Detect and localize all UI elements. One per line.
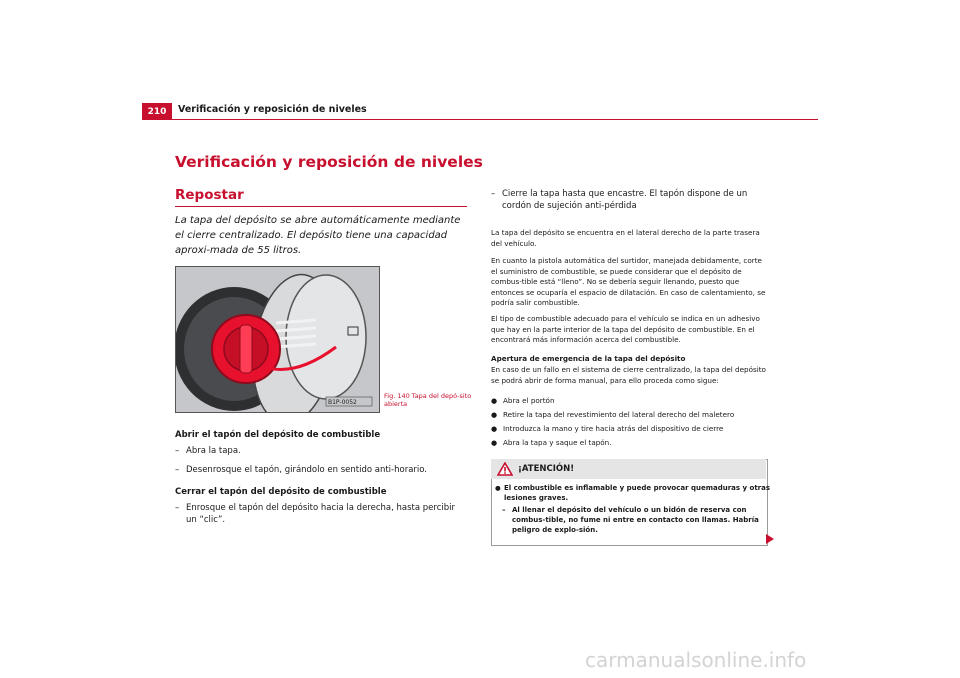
emergency-step-1 — [491, 396, 767, 406]
dash-glyph: – — [175, 446, 180, 456]
chapter-title: Verificación y reposición de niveles — [175, 153, 483, 171]
continue-arrow-icon — [766, 534, 774, 544]
emergency-step-4 — [491, 438, 767, 448]
warning-triangle-icon — [497, 462, 513, 476]
bullet-glyph: ● — [491, 411, 498, 419]
section-rule — [175, 206, 467, 207]
dash-glyph: – — [491, 189, 496, 199]
close-cap-heading: Cerrar el tapón del depósito de combustible — [175, 487, 387, 497]
close-step-2 — [491, 188, 767, 212]
open-step-2 — [175, 464, 467, 476]
open-step-1 — [175, 445, 467, 457]
bullet-glyph: ● — [495, 484, 501, 492]
open-cap-heading: Abrir el tapón del depósito de combustible — [175, 430, 381, 440]
warning-title: ¡ATENCIÓN! — [518, 464, 575, 474]
bullet-text: Abra la tapa y saque el tapón. — [503, 438, 612, 447]
bullet-text: Introduzca la mano y tire hacia atrás del dispositivo de cierre — [503, 424, 724, 433]
figure-caption: Fig. 140 Tapa del depó-sito abierta — [384, 392, 472, 408]
dash-glyph: – — [175, 503, 180, 513]
bullet-text: Abra el portón — [503, 396, 555, 405]
figure-code: B1P-0052 — [328, 399, 357, 406]
step-text: Desenrosque el tapón, girándolo en sentido anti-horario. — [186, 465, 428, 475]
close-step-1 — [175, 502, 467, 526]
emergency-step-3 — [491, 424, 767, 434]
paragraph-fuel-type: El tipo de combustible adecuado para el vehículo se indica en un adhesivo que hay en la parte interior de la tapa del depósito de combustible. En el encontrará más información acerca del combustible. — [491, 314, 760, 344]
paragraph-location: La tapa del depósito se encuentra en el lateral derecho de la parte trasera del vehículo. — [491, 228, 760, 248]
step-text: Cierre la tapa hasta que encastre. El tapón dispone de un cordón de sujeción anti-pérdida — [502, 189, 748, 211]
emergency-heading: Apertura de emergencia de la tapa del depósito — [491, 354, 686, 363]
section-title: Repostar — [175, 187, 244, 203]
running-header: Verificación y reposición de niveles — [178, 104, 367, 115]
warning-subitem — [502, 505, 770, 535]
step-text: Abra la tapa. — [186, 446, 241, 456]
emergency-text: En caso de un fallo en el sistema de cierre centralizado, la tapa del depósito se podrá abrir de forma manual, para ello proceda como sigue: — [491, 365, 766, 385]
paragraph-full-tank: En cuanto la pistola automática del surtidor, manejada debidamente, corte el suministro de combustible, se puede considerar que el depósito de combus-tible está “lleno”. No se debería seguir llenando, puesto que entonces se ocuparía el espacio de dilatación. En caso de calentamiento, se podría salir combustible. — [491, 256, 766, 307]
warning-subitem-text: Al llenar el depósito del vehículo o un bidón de reserva con combus-tible, no fume ni entre en contacto con llamas. Habría peligro de explo-sión. — [512, 506, 759, 534]
section-intro: La tapa del depósito se abre automáticamente mediante el cierre centralizado. El depósito tiene una capacidad aproxi-mada de 55 litros. — [175, 215, 461, 256]
warning-bullet — [495, 483, 772, 503]
fuel-door-illustration — [175, 266, 380, 413]
bullet-text: Retire la tapa del revestimiento del lateral derecho del maletero — [503, 410, 735, 419]
emergency-step-2 — [491, 410, 767, 420]
dash-glyph: – — [175, 465, 180, 475]
bullet-glyph: ● — [491, 439, 498, 447]
watermark: carmanualsonline.info — [585, 648, 807, 672]
bullet-glyph: ● — [491, 425, 498, 433]
page-number: 210 — [142, 103, 172, 120]
step-text: Enrosque el tapón del depósito hacia la derecha, hasta percibir un “clic”. — [186, 503, 455, 525]
fuel-filler-drawing — [176, 267, 379, 412]
header-rule — [142, 119, 818, 120]
dash-glyph: – — [502, 506, 506, 514]
bullet-glyph: ● — [491, 397, 498, 405]
warning-bullet-text: El combustible es inflamable y puede provocar quemaduras y otras lesiones graves. — [504, 484, 771, 502]
